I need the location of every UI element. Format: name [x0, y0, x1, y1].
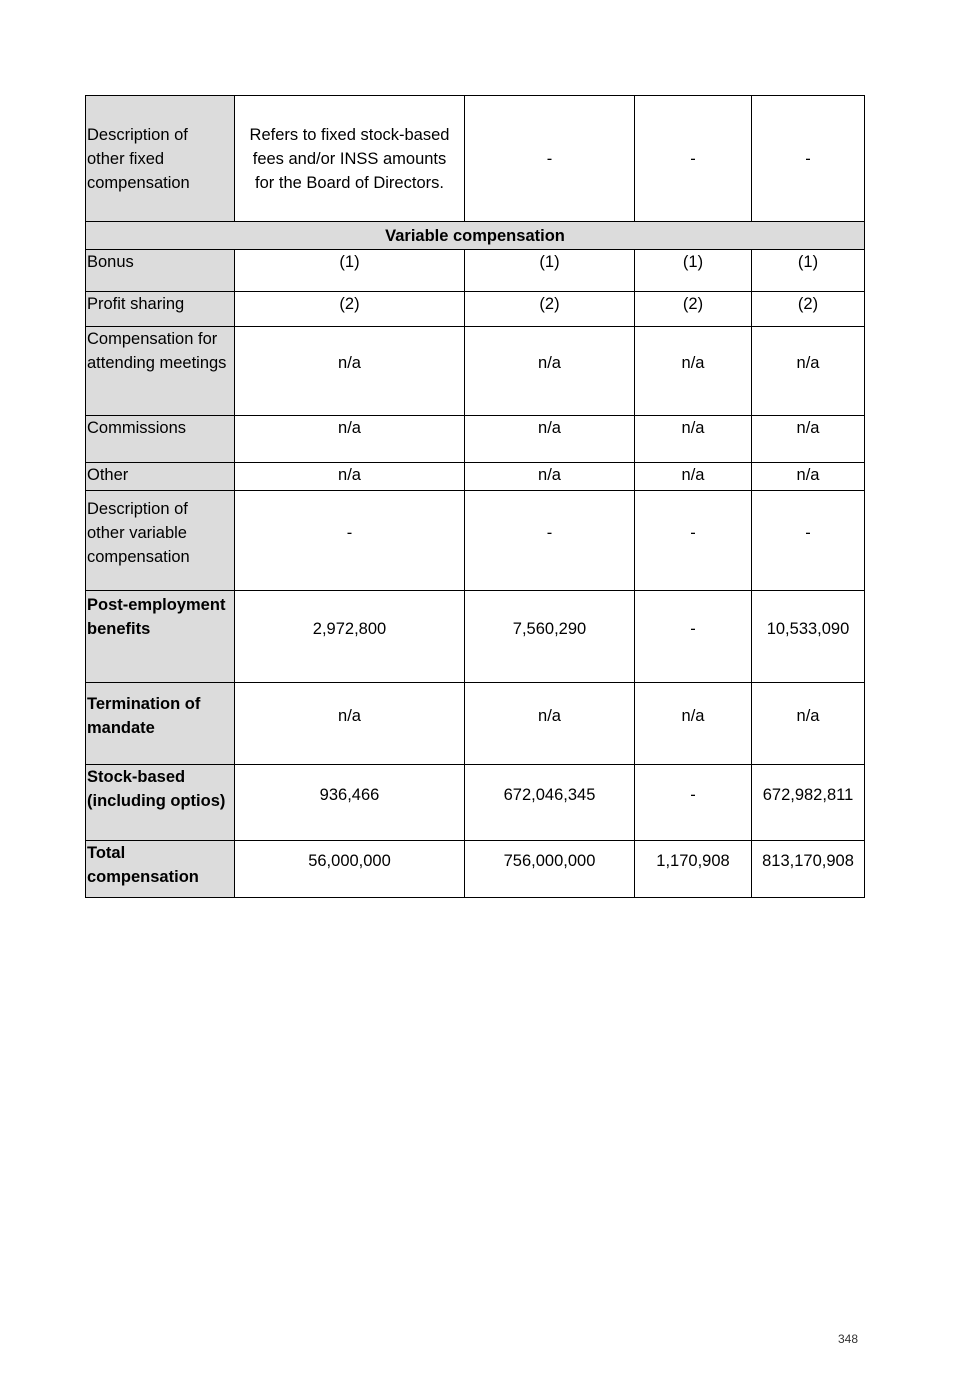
table-cell: -: [752, 491, 865, 591]
table-cell: 756,000,000: [465, 841, 635, 898]
table-row: [86, 463, 865, 491]
table-cell: -: [635, 96, 752, 222]
table-row: [86, 491, 865, 591]
row-label: Compensation for attending meetings: [86, 327, 235, 416]
table-row: [86, 292, 865, 327]
table-cell: n/a: [235, 683, 465, 765]
table-row: [86, 765, 865, 841]
table-cell: n/a: [635, 327, 752, 416]
table-cell: (2): [235, 292, 465, 327]
table-cell: -: [635, 491, 752, 591]
compensation-table: [85, 95, 865, 898]
table-row: [86, 841, 865, 898]
table-cell: n/a: [635, 416, 752, 463]
table-cell: 7,560,290: [465, 591, 635, 683]
table-cell: n/a: [235, 416, 465, 463]
table-cell: -: [465, 491, 635, 591]
table-cell: n/a: [752, 327, 865, 416]
table-row: [86, 327, 865, 416]
table-cell: (2): [465, 292, 635, 327]
table-cell: n/a: [465, 327, 635, 416]
table-cell: (2): [752, 292, 865, 327]
row-label: Termination of mandate: [86, 683, 235, 765]
table-cell: 672,046,345: [465, 765, 635, 841]
table-cell: 10,533,090: [752, 591, 865, 683]
section-header: Variable compensation: [86, 222, 865, 250]
table-cell: n/a: [752, 683, 865, 765]
table-cell: n/a: [752, 416, 865, 463]
table-row: [86, 416, 865, 463]
row-label: Description of other variable compensation: [86, 491, 235, 591]
table-cell: n/a: [235, 463, 465, 491]
table-cell: n/a: [635, 463, 752, 491]
row-label: Other: [86, 463, 235, 491]
row-label: Post-employment benefits: [86, 591, 235, 683]
table-cell: n/a: [465, 463, 635, 491]
table-row: [86, 683, 865, 765]
table-cell: n/a: [235, 327, 465, 416]
table-cell: 672,982,811: [752, 765, 865, 841]
section-header-row: [86, 222, 865, 250]
table-row: [86, 250, 865, 292]
table-cell: n/a: [465, 416, 635, 463]
table-cell: -: [235, 491, 465, 591]
table-cell: -: [752, 96, 865, 222]
table-cell: 56,000,000: [235, 841, 465, 898]
table-cell: (2): [635, 292, 752, 327]
table-row: [86, 591, 865, 683]
table-cell: (1): [635, 250, 752, 292]
row-label: Total compensation: [86, 841, 235, 898]
row-label: Description of other fixed compensation: [86, 96, 235, 222]
table-row: [86, 96, 865, 222]
table-cell: Refers to fixed stock-based fees and/or INSS amounts for the Board of Directors.: [235, 96, 465, 222]
table-cell: 813,170,908: [752, 841, 865, 898]
row-label: Stock-based (including optios): [86, 765, 235, 841]
table-cell: n/a: [752, 463, 865, 491]
table-cell: n/a: [465, 683, 635, 765]
page-number: 348: [838, 1332, 859, 1346]
table-cell: -: [635, 591, 752, 683]
table-cell: n/a: [635, 683, 752, 765]
row-label: Profit sharing: [86, 292, 235, 327]
table-cell: 1,170,908: [635, 841, 752, 898]
table-cell: 936,466: [235, 765, 465, 841]
table-cell: (1): [235, 250, 465, 292]
table-cell: 2,972,800: [235, 591, 465, 683]
table-cell: (1): [752, 250, 865, 292]
table-cell: (1): [465, 250, 635, 292]
table-cell: -: [635, 765, 752, 841]
table-cell: -: [465, 96, 635, 222]
row-label: Commissions: [86, 416, 235, 463]
row-label: Bonus: [86, 250, 235, 292]
